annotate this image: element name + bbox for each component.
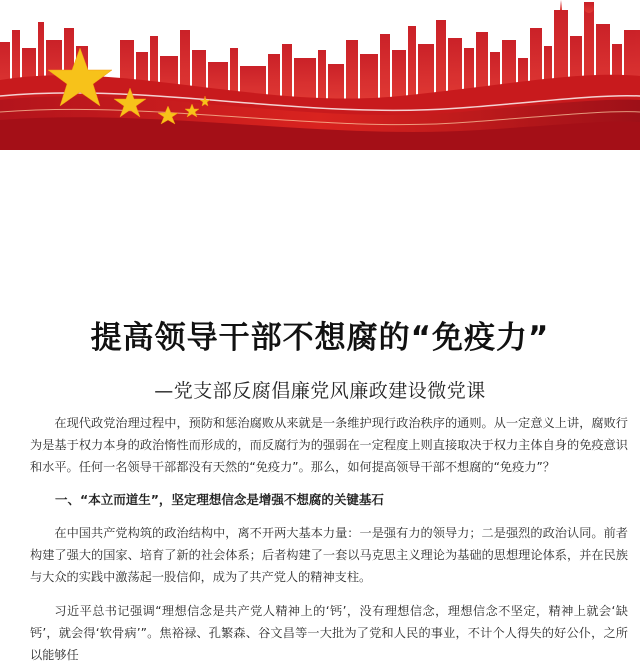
paragraph-body: 在中国共产党构筑的政治结构中，离不开两大基本力量：一是强有力的领导力；二是强烈的政治认同。前者构建了强大的国家、培育了新的社会体系；后者构建了一套以马克思主义理论为基础的思想理论体系，并在民族与大众的实践中激荡起一股信仰，成为了共产党人的精神支柱。: [30, 526, 628, 584]
article-body: [30, 412, 628, 666]
city-skyline-banner-image: [0, 0, 640, 150]
paragraph-intro: 在现代政党治理过程中，预防和惩治腐败从来就是一条维护现行政治秩序的通则。从一定意义上讲，腐败行为是基于权力本身的政治惰性而形成的，而反腐行为的强弱在一定程度上则直接取决于权力主体自身的免疫意识和水平。任何一名领导干部都没有天然的“免疫力”。那么，如何提高领导干部不想腐的“免疫力”？: [30, 416, 628, 474]
header-banner: [0, 0, 640, 150]
page-title: 提高领导干部不想腐的“免疫力”: [90, 320, 550, 356]
section-heading: 一、“本立而道生”，坚定理想信念是增强不想腐的关键基石: [55, 492, 384, 507]
paragraph-body: 习近平总书记强调“理想信念是共产党人精神上的‘钙’，没有理想信念，理想信念不坚定，精神上就会‘缺钙’，就会得‘软骨病’”。焦裕禄、孔繁森、谷文昌等一大批为了党和人民的事业，不计个人得失的好公仆，之所以能够任: [30, 604, 628, 662]
page-subtitle: —党支部反腐倡廉党风廉政建设微党课: [154, 380, 486, 402]
